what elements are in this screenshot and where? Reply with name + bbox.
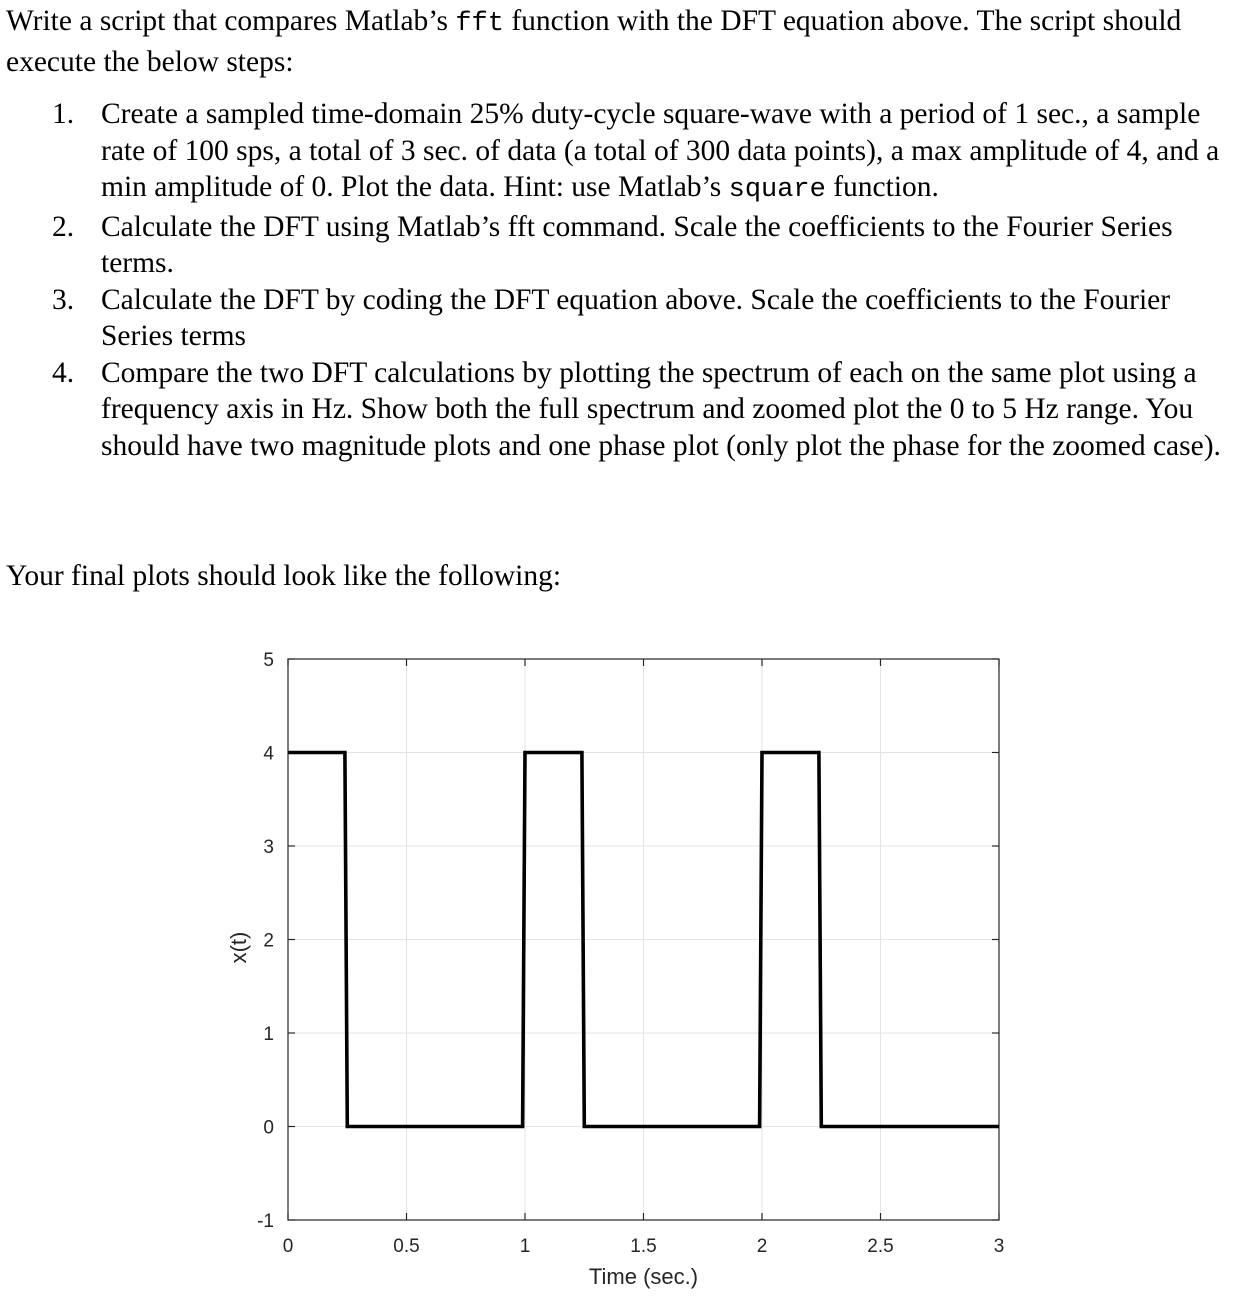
intro-text-part2: function with the DFT equation above. The script should execute the below steps:	[6, 5, 1182, 78]
step-number: 4.	[52, 356, 75, 389]
y-tick-label: -1	[257, 1211, 274, 1232]
step-number: 3.	[52, 283, 75, 316]
y-axis-label: x(t)	[226, 931, 251, 964]
y-tick-label: 4	[263, 743, 274, 765]
y-tick-label: 0	[263, 1117, 274, 1139]
y-tick-label: 2	[263, 930, 274, 952]
tick-labels	[257, 650, 1004, 1257]
y-tick-label: 5	[263, 650, 274, 671]
step-1-text-b: function.	[825, 171, 939, 203]
intro-text-part1: Write a script that compares Matlab’s	[6, 5, 456, 37]
grid	[288, 659, 999, 1220]
step-number: 2.	[52, 210, 75, 243]
x-tick-label: 0	[282, 1236, 294, 1257]
y-tick-label: 3	[263, 837, 274, 858]
outro-text: Your final plots should look like the following:	[6, 560, 562, 592]
step-2-text: Calculate the DFT using Matlab’s fft command. Scale the coefficients to the Fourier Series terms.	[101, 210, 1173, 279]
x-axis-label: Time (sec.)	[588, 1264, 699, 1289]
step-number: 1.	[52, 98, 75, 130]
step-1-code-square: square	[728, 175, 826, 205]
step-1-text-a: Create a sampled time-domain 25% duty-cycle square-wave with a period of 1 sec., a sample rate of 100 sps, a total of 3 sec. of data (a total of 300 data points), a max amplitude of 4, and a min amplitude of 0. Plot the data. Hint: use Matlab’s	[101, 98, 1220, 203]
intro-code-fft: fft	[455, 9, 504, 39]
x-tick-label: 1	[519, 1236, 531, 1257]
step-4-text: Compare the two DFT calculations by plotting the spectrum of each on the same plot using a frequency axis in Hz. Show both the full spectrum and zoomed plot the 0 to 5 Hz range. You should have two magnitude plots and one phase plot (only plot the phase for the zoomed case).	[101, 356, 1221, 462]
x-tick-label: 3	[993, 1236, 1005, 1257]
x-tick-label: 1.5	[630, 1236, 657, 1257]
y-tick-label: 1	[263, 1024, 274, 1045]
x-tick-label: 2	[756, 1236, 768, 1257]
x-tick-label: 0.5	[393, 1236, 420, 1257]
step-3-text: Calculate the DFT by coding the DFT equation above. Scale the coefficients to the Fourier Series terms	[101, 283, 1171, 352]
x-tick-label: 2.5	[867, 1236, 894, 1257]
